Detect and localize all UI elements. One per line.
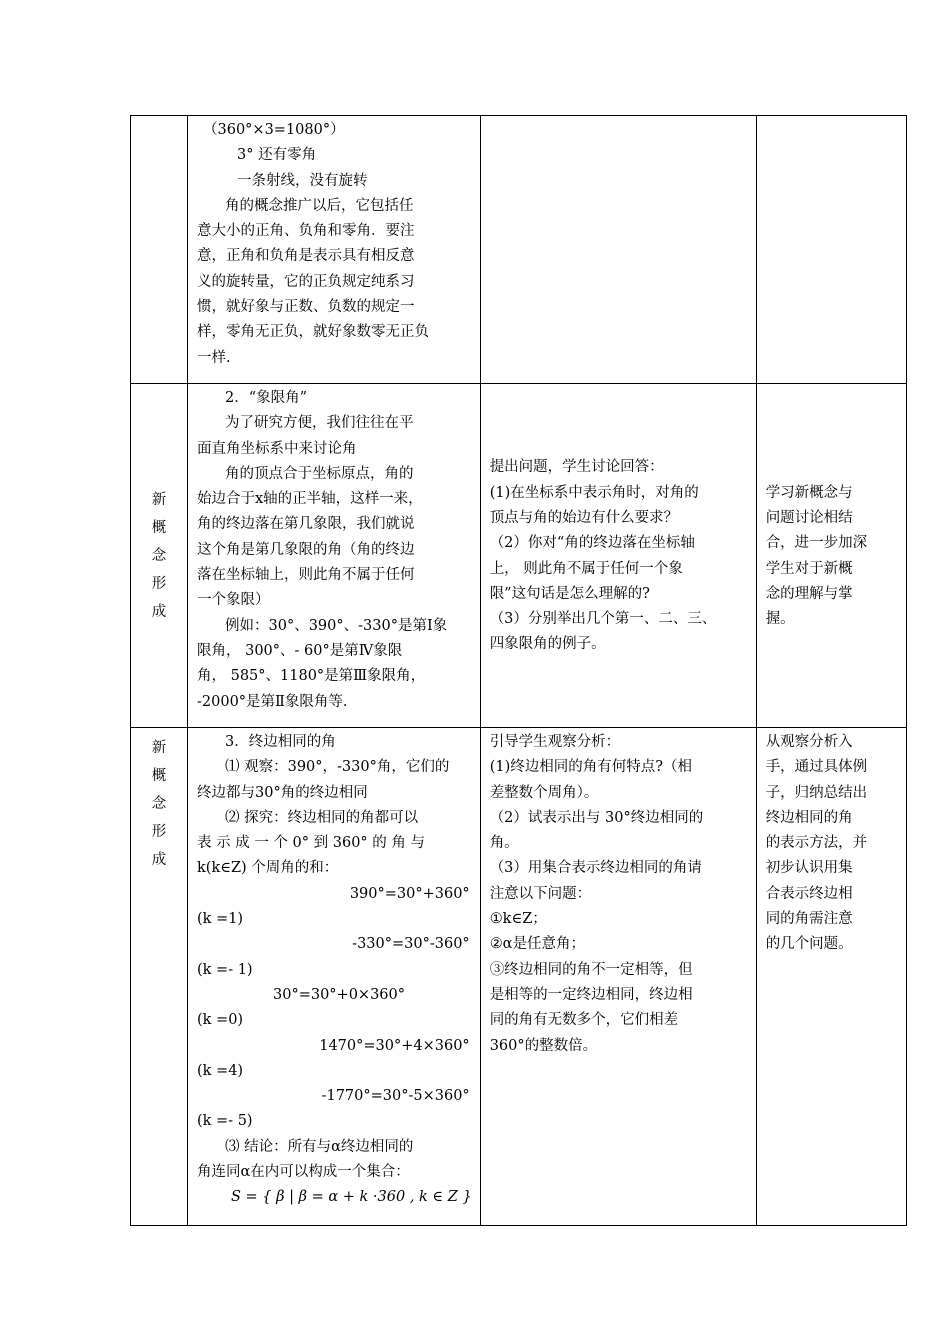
teacher-line: ③终边相同的角不一定相等，但 (489, 961, 693, 978)
content-line: 始边合于x轴的正半轴，这样一来， (197, 491, 423, 508)
intent-line: 子，归纳总结出 (765, 784, 868, 801)
equation-line: 390°=30°+360° (349, 885, 470, 902)
teacher-line: 360°的整数倍。 (489, 1037, 598, 1054)
table-row (131, 728, 907, 1226)
teacher-line: 同的角有无数多个，它们相差 (489, 1012, 679, 1029)
content-line: 例如：30°、390°、-330°是第Ⅰ象 (225, 617, 448, 634)
teacher-line: 提出问题，学生讨论回答： (489, 459, 664, 476)
teacher-cell (480, 384, 756, 728)
content-line: 意，正角和负角是表示具有相反意 (197, 248, 415, 265)
stage-cell (131, 116, 188, 384)
content-line: 为了研究方便，我们往往在平 (225, 415, 414, 432)
intent-line: 合，进一步加深 (765, 535, 868, 552)
intent-line: 学生对于新概 (765, 560, 853, 577)
content-line: 3．终边相同的角 (225, 734, 336, 750)
intent-cell (756, 116, 906, 384)
equation-line: 1470°=30°+4×360° (319, 1037, 470, 1054)
teacher-line: ①k∈Z； (489, 911, 547, 928)
content-line: ⑶ 结论：所有与α终边相同的 (225, 1138, 414, 1155)
set-formula: S = { β | β = α + k ·360 , k ∈ Z } (231, 1189, 472, 1206)
content-cell (188, 384, 481, 728)
content-line: 这个角是第几象限的角（角的终边 (197, 541, 415, 558)
teacher-line: 注意以下问题： (489, 885, 592, 902)
table-row (131, 384, 907, 728)
content-line: 角连同α在内可以构成一个集合： (197, 1164, 410, 1181)
teacher-line: 四象限角的例子。 (489, 636, 606, 653)
content-line: k(k∈Z) 个周角的和： (197, 860, 339, 877)
content-line: 角的顶点合于坐标原点，角的 (225, 465, 414, 482)
stage-cell (131, 728, 188, 1226)
teacher-line: 角。 (489, 835, 519, 852)
intent-line: 手，通过具体例 (765, 759, 868, 776)
stage-label: 新概念形成 (151, 740, 169, 868)
content-line: (k =- 5) (197, 1113, 253, 1130)
teacher-line: （3）用集合表示终边相同的角请 (489, 860, 702, 877)
content-line: （360°×3=1080°） (203, 122, 345, 138)
content-line: (k =0) (197, 1012, 244, 1029)
content-line: 样，零角无正负，就好象数零无正负 (197, 324, 429, 341)
intent-line: 初步认识用集 (765, 860, 853, 877)
intent-line: 合表示终边相 (765, 885, 853, 902)
teacher-line: 引导学生观察分析： (489, 734, 621, 750)
stage-label: 新概念形成 (151, 491, 169, 620)
equation-line: 30°=30°+0×360° (273, 986, 406, 1003)
intent-line: 问题讨论相结 (765, 509, 853, 526)
teacher-line: 限”这句话是怎么理解的? (489, 585, 650, 602)
content-line: 惯，就好象与正数、负数的规定一 (197, 299, 415, 316)
content-line: ⑵ 探究：终边相同的角都可以 (225, 809, 419, 826)
stage-cell (131, 384, 188, 728)
content-line: 义的旋转量，它的正负规定纯系习 (197, 273, 415, 290)
intent-cell (756, 728, 906, 1226)
content-line: 角的终边落在第几象限，我们就说 (197, 516, 415, 533)
content-line: ⑴ 观察：390°，-330°角，它们的 (225, 759, 450, 776)
teacher-line: 差整数个周角）。 (489, 784, 599, 801)
intent-line: 同的角需注意 (765, 911, 853, 928)
teacher-line: 顶点与角的始边有什么要求？ (489, 509, 679, 526)
lesson-table (130, 115, 907, 1226)
teacher-cell (480, 116, 756, 384)
content-line: 意大小的正角、负角和零角．要注 (197, 223, 415, 240)
content-line: 2．“象限角” (225, 390, 308, 406)
teacher-line: 是相等的一定终边相同，终边相 (489, 986, 693, 1003)
teacher-line: (1)在坐标系中表示角时，对角的 (489, 484, 699, 501)
teacher-line: （2）试表示出与 30°终边相同的 (489, 809, 704, 826)
content-line: (k =- 1) (197, 961, 253, 978)
table-row (131, 116, 907, 384)
teacher-line: （2）你对“角的终边落在坐标轴 (489, 535, 695, 552)
teacher-cell (480, 728, 756, 1226)
content-line: 面直角坐标系中来讨论角 (197, 440, 357, 457)
intent-line: 从观察分析入 (765, 734, 853, 750)
content-line: 终边都与30°角的终边相同 (197, 784, 368, 801)
intent-line: 学习新概念与 (765, 484, 853, 501)
content-cell (188, 728, 481, 1226)
content-line: (k =1) (197, 911, 244, 928)
content-cell (188, 116, 481, 384)
teacher-line: ②α是任意角； (489, 936, 585, 953)
content-line: 角的概念推广以后，它包括任 (225, 197, 414, 214)
content-line: 一个象限） (197, 592, 270, 609)
content-line: 落在坐标轴上，则此角不属于任何 (197, 567, 415, 584)
content-line: 一样. (197, 349, 231, 366)
content-line: 角， 585°、1180°是第Ⅲ象限角， (197, 668, 426, 685)
teacher-line: 上， 则此角不属于任何一个象 (489, 560, 683, 577)
content-line: 限角， 300°、- 60°是第Ⅳ象限 (197, 642, 403, 659)
content-line: 表 示 成 一 个 0° 到 360° 的 角 与 (197, 835, 425, 852)
intent-line: 念的理解与掌 (765, 585, 853, 602)
equation-line: -330°=30°-360° (352, 936, 470, 953)
teacher-line: （3）分别举出几个第一、二、三、 (489, 611, 717, 628)
content-line: 3° 还有零角 (237, 147, 317, 164)
content-line: -2000°是第Ⅱ象限角等. (197, 693, 348, 710)
intent-line: 的几个问题。 (765, 936, 853, 953)
teacher-line: (1)终边相同的角有何特点?（相 (489, 759, 692, 776)
intent-line: 终边相同的角 (765, 809, 853, 826)
content-line: (k =4) (197, 1062, 244, 1079)
intent-cell (756, 384, 906, 728)
equation-line: -1770°=30°-5×360° (321, 1088, 470, 1105)
intent-line: 的表示方法，并 (765, 835, 868, 852)
content-line: 一条射线，没有旋转 (237, 172, 368, 189)
intent-line: 握。 (765, 611, 795, 628)
